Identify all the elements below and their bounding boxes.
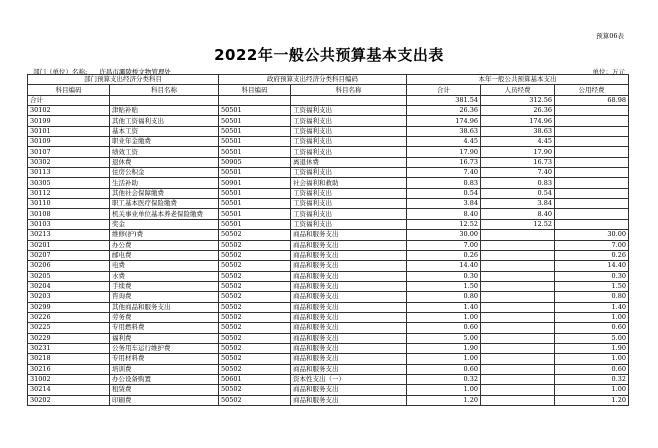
row-code: 30204: [28, 281, 110, 291]
table-row: [28, 261, 629, 271]
row-personnel: 17.90: [481, 147, 555, 157]
row-public: [555, 137, 629, 147]
row-gov-code: 50502: [219, 385, 291, 395]
row-name: 专用燃料费: [110, 323, 219, 333]
table-row: [28, 364, 629, 374]
row-code: 30218: [28, 354, 110, 364]
row-code: 30110: [28, 199, 110, 209]
table-row: [28, 230, 629, 240]
row-personnel: 7.40: [481, 168, 555, 178]
row-gov-code: 50502: [219, 364, 291, 374]
row-code: 30302: [28, 157, 110, 167]
col-header-public: 公用经费: [555, 85, 629, 95]
row-sum: 0.32: [407, 374, 481, 384]
row-name: 租赁费: [110, 385, 219, 395]
row-name: 印刷费: [110, 395, 219, 405]
row-gov-name: 工资福利支出: [291, 209, 407, 219]
row-sum: 1.00: [407, 312, 481, 322]
row-code: 30108: [28, 209, 110, 219]
row-code: 30305: [28, 178, 110, 188]
column-header-row: [28, 85, 629, 95]
row-gov-name: 商品和服务支出: [291, 261, 407, 271]
row-public: 1.90: [555, 343, 629, 353]
row-sum: 1.90: [407, 343, 481, 353]
row-sum: 17.90: [407, 147, 481, 157]
row-sum: 7.40: [407, 168, 481, 178]
row-personnel: [481, 230, 555, 240]
row-gov-name: 商品和服务支出: [291, 354, 407, 364]
row-public: 5.00: [555, 333, 629, 343]
row-name: 专用材料费: [110, 354, 219, 364]
row-name: 维修(护)费: [110, 230, 219, 240]
row-personnel: 0.83: [481, 178, 555, 188]
row-public: [555, 147, 629, 157]
table-row: [28, 385, 629, 395]
row-gov-code: 50502: [219, 250, 291, 260]
row-name: 其他商品和服务支出: [110, 302, 219, 312]
row-personnel: [481, 271, 555, 281]
row-gov-name: 离退休费: [291, 157, 407, 167]
row-code: 30226: [28, 312, 110, 322]
row-sum: 0.60: [407, 364, 481, 374]
row-name: 绩效工资: [110, 147, 219, 157]
row-gov-code: 50501: [219, 116, 291, 126]
row-gov-code: 50502: [219, 333, 291, 343]
col-header-name: 科目名称: [110, 85, 219, 95]
row-sum: 1.00: [407, 354, 481, 364]
row-gov-code: 50502: [219, 343, 291, 353]
row-public: 30.00: [555, 230, 629, 240]
table-row: [28, 126, 629, 136]
row-sum: 1.40: [407, 302, 481, 312]
row-sum: 14.40: [407, 261, 481, 271]
row-public: [555, 199, 629, 209]
row-sum: 8.40: [407, 209, 481, 219]
row-name: 其他工资福利支出: [110, 116, 219, 126]
row-gov-name: 工资福利支出: [291, 168, 407, 178]
row-gov-name: 工资福利支出: [291, 219, 407, 229]
total-row: [28, 95, 629, 105]
table-row: [28, 219, 629, 229]
page-title: 2022年一般公共预算基本支出表: [214, 46, 444, 64]
row-sum: 38.63: [407, 126, 481, 136]
row-sum: 0.54: [407, 188, 481, 198]
row-gov-code: 50502: [219, 395, 291, 405]
row-gov-code: 50501: [219, 219, 291, 229]
row-gov-code: 50601: [219, 374, 291, 384]
table-row: [28, 281, 629, 291]
row-name: 邮电费: [110, 250, 219, 260]
row-sum: 0.83: [407, 178, 481, 188]
row-gov-name: 商品和服务支出: [291, 323, 407, 333]
table-row: [28, 240, 629, 250]
row-code: 30231: [28, 343, 110, 353]
row-name: 退休费: [110, 157, 219, 167]
row-sum: 0.60: [407, 323, 481, 333]
row-gov-code: 50502: [219, 230, 291, 240]
row-personnel: [481, 395, 555, 405]
row-gov-name: 商品和服务支出: [291, 271, 407, 281]
row-code: 30103: [28, 219, 110, 229]
dept-group-header: 部门预算支出经济分类科目: [28, 75, 219, 85]
row-code: 30207: [28, 250, 110, 260]
row-gov-name: 资本性支出（一）: [291, 374, 407, 384]
table-row: [28, 116, 629, 126]
row-public: [555, 157, 629, 167]
row-name: 办公设备购置: [110, 374, 219, 384]
row-personnel: 12.52: [481, 219, 555, 229]
row-personnel: [481, 374, 555, 384]
table-row: [28, 271, 629, 281]
row-gov-code: 50502: [219, 323, 291, 333]
row-name: 办公费: [110, 240, 219, 250]
row-gov-name: 工资福利支出: [291, 116, 407, 126]
row-code: 30101: [28, 126, 110, 136]
table-row: [28, 302, 629, 312]
row-code: 30202: [28, 395, 110, 405]
row-sum: 12.52: [407, 219, 481, 229]
row-sum: 1.50: [407, 281, 481, 291]
form-number: 预算06表: [596, 32, 624, 40]
row-name: 职工基本医疗保险缴费: [110, 199, 219, 209]
row-sum: 7.00: [407, 240, 481, 250]
row-sum: 0.26: [407, 250, 481, 260]
row-public: 1.20: [555, 395, 629, 405]
row-personnel: 4.45: [481, 137, 555, 147]
row-code: 30113: [28, 168, 110, 178]
row-gov-name: 工资福利支出: [291, 199, 407, 209]
row-name: 职业年金缴费: [110, 137, 219, 147]
row-sum: 5.00: [407, 333, 481, 343]
col-header-gov-code: 科目编码: [219, 85, 291, 95]
row-code: 30201: [28, 240, 110, 250]
table-row: [28, 333, 629, 343]
row-gov-code: 50501: [219, 199, 291, 209]
row-code: 30225: [28, 323, 110, 333]
row-code: 30214: [28, 385, 110, 395]
table-row: [28, 354, 629, 364]
row-public: 0.60: [555, 323, 629, 333]
row-personnel: 16.73: [481, 157, 555, 167]
row-personnel: [481, 323, 555, 333]
row-sum: 26.36: [407, 106, 481, 116]
row-personnel: [481, 364, 555, 374]
row-public: 1.40: [555, 302, 629, 312]
table-row: [28, 106, 629, 116]
row-gov-code: 50501: [219, 106, 291, 116]
table-row: [28, 147, 629, 157]
row-gov-name: 商品和服务支出: [291, 364, 407, 374]
row-name: 手续费: [110, 281, 219, 291]
row-personnel: [481, 302, 555, 312]
row-gov-name: 商品和服务支出: [291, 250, 407, 260]
row-personnel: [481, 385, 555, 395]
col-header-code: 科目编码: [28, 85, 110, 95]
row-public: 14.40: [555, 261, 629, 271]
row-code: 30203: [28, 292, 110, 302]
budget-group-header: 本年一般公共预算基本支出: [407, 75, 629, 85]
col-header-personnel: 人员经费: [481, 85, 555, 95]
row-sum: 1.20: [407, 395, 481, 405]
table-row: [28, 250, 629, 260]
row-code: 30102: [28, 106, 110, 116]
row-public: [555, 178, 629, 188]
row-gov-code: 50501: [219, 209, 291, 219]
row-personnel: [481, 281, 555, 291]
row-public: [555, 126, 629, 136]
table-row: [28, 178, 629, 188]
row-personnel: 26.36: [481, 106, 555, 116]
row-public: 7.00: [555, 240, 629, 250]
row-sum: 4.45: [407, 137, 481, 147]
row-code: 30206: [28, 261, 110, 271]
row-name: 培训费: [110, 364, 219, 374]
row-gov-code: 50901: [219, 178, 291, 188]
row-gov-name: 商品和服务支出: [291, 312, 407, 322]
row-gov-code: 50502: [219, 292, 291, 302]
row-public: 0.32: [555, 374, 629, 384]
row-public: [555, 168, 629, 178]
row-code: 30229: [28, 333, 110, 343]
row-gov-name: 工资福利支出: [291, 137, 407, 147]
row-code: 31002: [28, 374, 110, 384]
row-code: 30109: [28, 137, 110, 147]
row-gov-name: 工资福利支出: [291, 147, 407, 157]
row-public: 1.50: [555, 281, 629, 291]
table-row: [28, 323, 629, 333]
table-row: [28, 137, 629, 147]
row-personnel: [481, 354, 555, 364]
row-personnel: 38.63: [481, 126, 555, 136]
row-public: 1.00: [555, 385, 629, 395]
row-code: 30299: [28, 302, 110, 312]
budget-table: [27, 74, 629, 406]
row-code: 30216: [28, 364, 110, 374]
col-header-sum: 合计: [407, 85, 481, 95]
row-public: [555, 106, 629, 116]
table-row: [28, 312, 629, 322]
row-name: 劳务费: [110, 312, 219, 322]
row-name: 奖金: [110, 219, 219, 229]
row-code: 30205: [28, 271, 110, 281]
row-gov-name: 商品和服务支出: [291, 230, 407, 240]
table-row: [28, 395, 629, 405]
row-sum: 16.73: [407, 157, 481, 167]
row-name: 其他社会保障缴费: [110, 188, 219, 198]
row-gov-code: 50501: [219, 168, 291, 178]
row-gov-code: 50502: [219, 261, 291, 271]
row-public: 0.60: [555, 364, 629, 374]
gov-group-header: 政府预算支出经济分类科目编码: [219, 75, 407, 85]
row-gov-code: 50502: [219, 271, 291, 281]
row-gov-code: 50501: [219, 137, 291, 147]
row-gov-name: 商品和服务支出: [291, 395, 407, 405]
table-row: [28, 209, 629, 219]
row-name: 生活补助: [110, 178, 219, 188]
row-public: [555, 219, 629, 229]
row-gov-code: 50502: [219, 240, 291, 250]
row-personnel: [481, 261, 555, 271]
row-code: 30213: [28, 230, 110, 240]
row-public: 1.00: [555, 312, 629, 322]
row-sum: 174.96: [407, 116, 481, 126]
row-gov-code: 50905: [219, 157, 291, 167]
row-gov-name: 社会福利和救助: [291, 178, 407, 188]
table-row: [28, 157, 629, 167]
total-label: 合计: [28, 95, 110, 105]
row-code: 30112: [28, 188, 110, 198]
row-personnel: 174.96: [481, 116, 555, 126]
row-public: [555, 116, 629, 126]
row-sum: 1.00: [407, 385, 481, 395]
row-gov-name: 工资福利支出: [291, 126, 407, 136]
unit-name: 许昌市灞陵桥文物管理处: [99, 68, 171, 76]
row-gov-code: 50501: [219, 147, 291, 157]
row-gov-code: 50502: [219, 302, 291, 312]
row-name: 住房公积金: [110, 168, 219, 178]
row-public: [555, 188, 629, 198]
row-gov-name: 工资福利支出: [291, 106, 407, 116]
unit-label: 部门（单位）名称:: [33, 68, 88, 76]
row-sum: 0.80: [407, 292, 481, 302]
row-personnel: [481, 250, 555, 260]
row-name: 机关事业单位基本养老保险缴费: [110, 209, 219, 219]
money-unit: 单位：万元: [592, 68, 625, 76]
row-public: [555, 209, 629, 219]
table-row: [28, 168, 629, 178]
row-gov-name: 商品和服务支出: [291, 333, 407, 343]
total-sum: 381.54: [407, 95, 481, 105]
row-gov-name: 商品和服务支出: [291, 385, 407, 395]
table-row: [28, 292, 629, 302]
row-personnel: 8.40: [481, 209, 555, 219]
row-gov-code: 50502: [219, 354, 291, 364]
row-name: 福利费: [110, 333, 219, 343]
row-name: 津贴补贴: [110, 106, 219, 116]
row-gov-name: 商品和服务支出: [291, 292, 407, 302]
row-gov-name: 工资福利支出: [291, 188, 407, 198]
row-code: 30199: [28, 116, 110, 126]
row-public: 1.00: [555, 354, 629, 364]
row-sum: 30.00: [407, 230, 481, 240]
row-code: 30107: [28, 147, 110, 157]
row-gov-name: 商品和服务支出: [291, 240, 407, 250]
table-row: [28, 188, 629, 198]
row-gov-name: 商品和服务支出: [291, 343, 407, 353]
row-sum: 3.84: [407, 199, 481, 209]
row-gov-name: 商品和服务支出: [291, 281, 407, 291]
row-public: 0.26: [555, 250, 629, 260]
row-personnel: [481, 343, 555, 353]
table-row: [28, 374, 629, 384]
total-personnel: 312.56: [481, 95, 555, 105]
row-gov-code: 50502: [219, 281, 291, 291]
row-public: 0.80: [555, 292, 629, 302]
group-header-row: [28, 75, 629, 85]
row-personnel: [481, 333, 555, 343]
row-personnel: [481, 312, 555, 322]
row-name: 咨询费: [110, 292, 219, 302]
row-gov-code: 50501: [219, 188, 291, 198]
row-gov-name: 商品和服务支出: [291, 302, 407, 312]
row-personnel: [481, 292, 555, 302]
col-header-gov-name: 科目名称: [291, 85, 407, 95]
table-row: [28, 199, 629, 209]
row-name: 公务用车运行维护费: [110, 343, 219, 353]
row-gov-code: 50502: [219, 312, 291, 322]
row-gov-code: 50501: [219, 126, 291, 136]
row-name: 基本工资: [110, 126, 219, 136]
row-personnel: [481, 240, 555, 250]
row-sum: 0.30: [407, 271, 481, 281]
row-personnel: 3.84: [481, 199, 555, 209]
total-public: 68.98: [555, 95, 629, 105]
row-public: 0.30: [555, 271, 629, 281]
row-personnel: 0.54: [481, 188, 555, 198]
row-name: 电费: [110, 261, 219, 271]
row-name: 水费: [110, 271, 219, 281]
table-row: [28, 343, 629, 353]
